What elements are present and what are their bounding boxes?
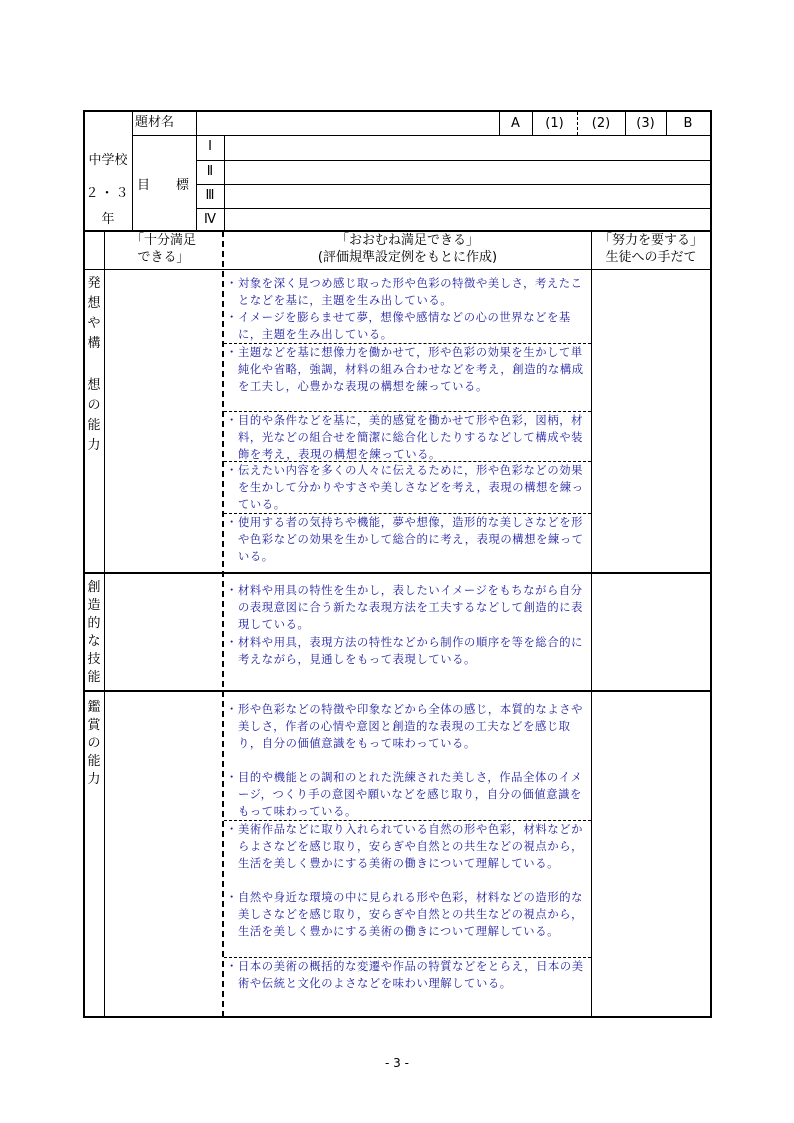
concept-item-4: ・ 目的や条件などを基に，美的感覚を働かせて形や色彩，図柄，材料，光などの組合せを簡潔に総合化したりするなどして構成や装飾を考え，表現の構想を練っている。: [226, 414, 584, 461]
goal-label-2: 標: [176, 178, 190, 193]
col-b: B: [683, 116, 693, 131]
concept-item-1: ・ 対象を深く見つめ感じ取った形や色彩の特徴や美しさ，考えたことなどを基に，主題を生み出している。: [226, 277, 583, 307]
roman-3: Ⅲ: [205, 188, 215, 203]
col-header-well-2: できる」: [137, 250, 190, 265]
col-header-well-1: 「十分満足: [130, 233, 196, 248]
col-header-sat-1: 「おおむね満足できる」: [335, 233, 479, 248]
table-border-top: [83, 110, 711, 112]
year-label: 年: [101, 212, 115, 227]
col-header-effort-2: 生徒への手だて: [605, 250, 697, 265]
section-concept-label-top: 発 想 や 構: [87, 276, 101, 351]
skill-item-2: ・ 材料や用具，表現方法の特性などから制作の順序を等を総合的に考えながら，見通しをもって表現している。: [226, 636, 584, 666]
concept-item-5: ・ 伝えたい内容を多くの人々に伝えるために，形や色彩などの効果を生かして分かりやすさや美しさなどを考え，表現の構想を練っている。: [226, 464, 584, 511]
roman-2: Ⅱ: [206, 164, 214, 179]
appreciation-item-5: ・ 日本の美術の概括的な変遷や作品の特質などをとらえ，日本の美術や伝統と文化のよさなどを味わい理解している。: [226, 960, 584, 990]
table-border-left: [83, 110, 85, 1018]
roman-4: Ⅳ: [204, 212, 216, 227]
concept-item-3: ・ 主題などを基に想像力を働かせて，形や色彩の効果を生かして単純化や省略，強調，材料の組み合わせなどを考え，創造的な構成を工夫し，心豊かな表現の構想を練っている。: [226, 346, 584, 393]
section-skill-label: 創 造 的 な 技 能: [87, 580, 101, 685]
concept-item-6: ・ 使用する者の気持ちや機能，夢や想像，造形的な美しさなどを形や色彩などの効果を生かして総合的に考え，表現の構想を練っている。: [226, 516, 584, 563]
col-a: A: [511, 116, 520, 131]
appreciation-item-4: ・ 自然や身近な環境の中に見られる形や色彩，材料などの造形的な美しさなどを感じ取り，安らぎや自然との共生などの視点から，生活を美しく豊かにする美術の働きについて理解している。: [226, 891, 584, 938]
grade-label: ２・３: [85, 186, 131, 201]
material-label: 題材名: [135, 115, 175, 130]
col-header-sat-2: (評価規準設定例をもとに作成): [317, 250, 498, 265]
page-number: - 3 -: [385, 1056, 409, 1070]
appreciation-item-2: ・ 目的や機能との調和のとれた洗練された美しさ，作品全体のイメージ，つくり手の意図や願いなどを感じ取り，自分の価値意識をもって味わっている。: [226, 771, 583, 818]
school-label: 中学校: [88, 153, 128, 168]
col-3: (3): [636, 116, 655, 131]
table-border-bottom: [83, 1016, 711, 1018]
section-concept-label-bottom: 想 の 能 力: [87, 378, 101, 453]
col-header-effort-1: 「努力を要する」: [598, 233, 703, 248]
goal-label-1: 目: [137, 178, 151, 193]
section-appreciation-label: 鑑 賞 の 能 力: [87, 700, 101, 787]
col-1: (1): [545, 116, 564, 131]
roman-1: Ⅰ: [208, 139, 212, 154]
concept-item-2: ・ イメージを膨らませて夢，想像や感情などの心の世界などを基に，主題を生み出している。: [226, 311, 571, 341]
skill-item-1: ・ 材料や用具の特性を生かし，表したいイメージをもちながら自分の表現意図に合う新たな表現方法を工夫するなどして創造的に表現している。: [226, 584, 584, 631]
appreciation-item-3: ・ 美術作品などに取り入れられている自然の形や色彩，材料などからよさなどを感じ取り，安らぎや自然との共生などの視点から，生活を美しく豊かにする美術の働きについて理解している。: [226, 823, 584, 870]
col-2: (2): [591, 116, 611, 131]
table-border-right: [710, 110, 712, 1018]
appreciation-item-1: ・ 形や色彩などの特徴や印象などから全体の感じ，本質的なよさや美しさ，作者の心情や意図と創造的な表現の工夫などを感じ取り，自分の価値意識をもって味わっている。: [226, 703, 584, 750]
